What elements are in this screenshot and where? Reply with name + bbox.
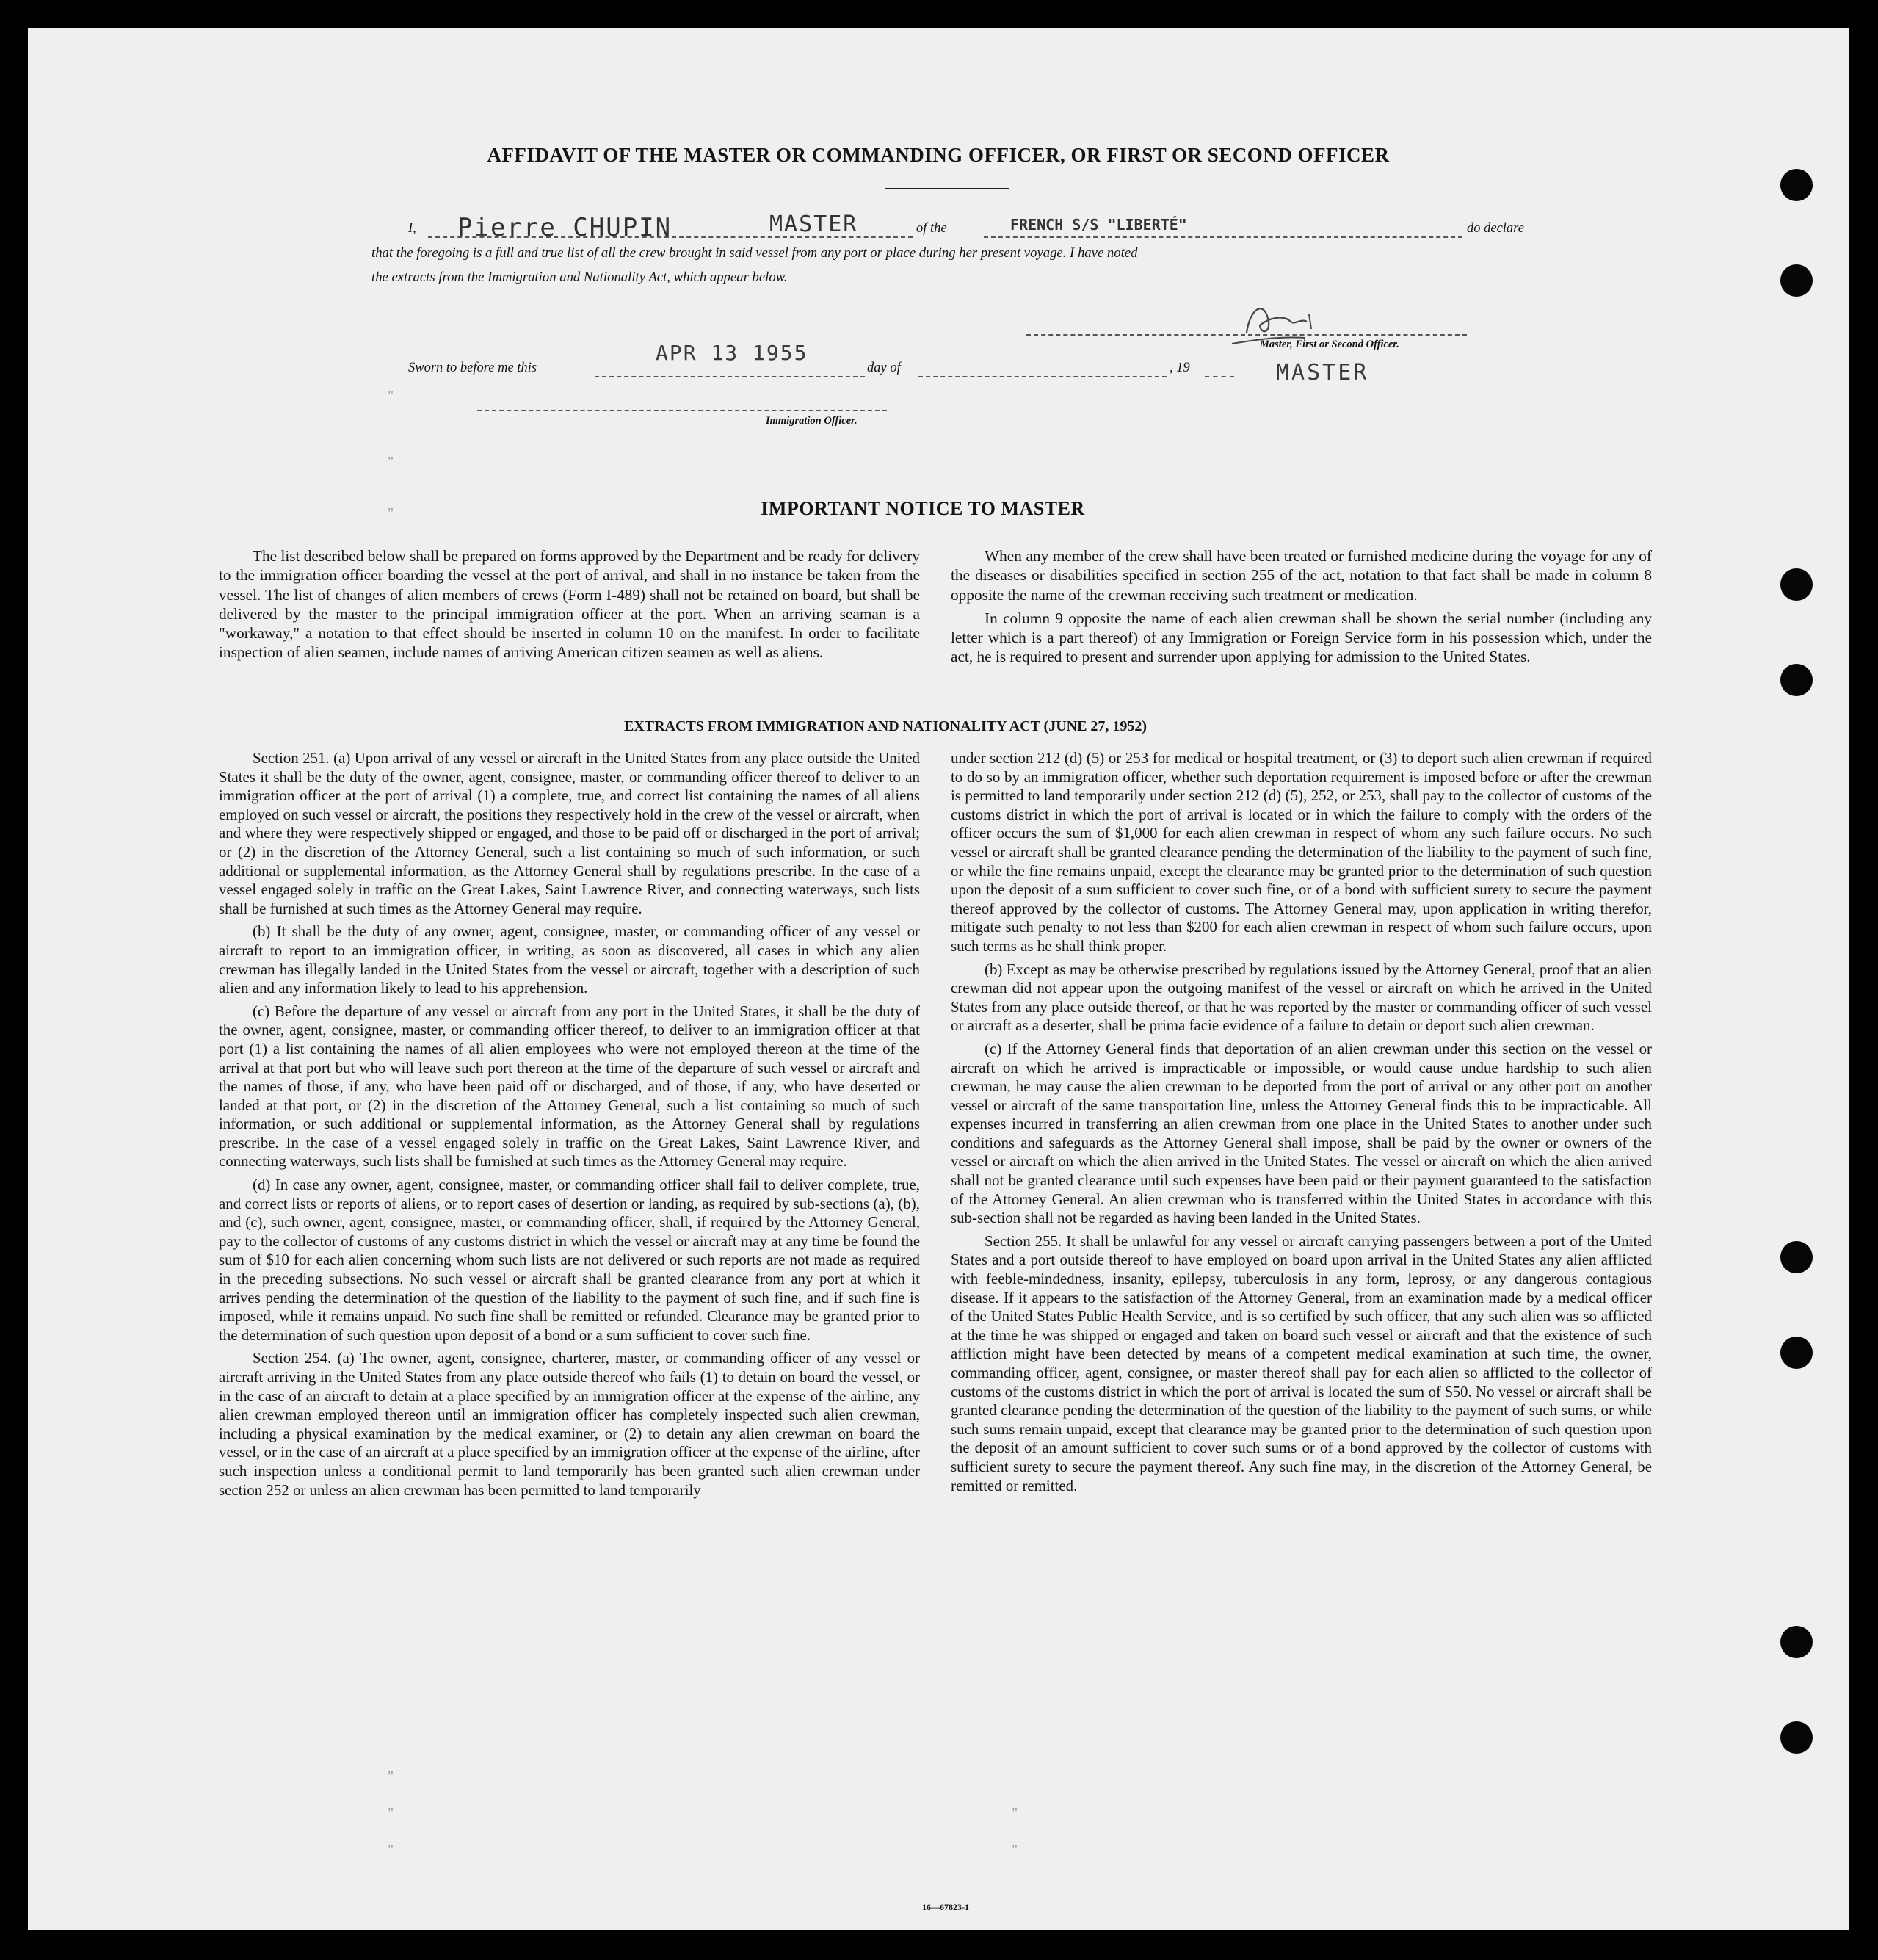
declaration-of-the: of the xyxy=(916,221,947,236)
sworn-date-stamp: APR 13 1955 xyxy=(656,341,808,365)
document-page xyxy=(28,28,1849,1930)
punch-hole xyxy=(1780,169,1813,201)
master-name: Pierre CHUPIN xyxy=(457,213,672,242)
bleed-mark: " xyxy=(388,1805,394,1821)
sworn-day-of: day of xyxy=(867,361,901,375)
extract-paragraph: (c) Before the departure of any vessel or aircraft from any port in the United States, it shall be the duty of the owner, agent, consignee, master, or commanding officer thereof, to deliver to an immigration officer at that port (1) a list containing the names of all alien employees who were not employed thereon at the time of the arrival at that port but who will leave such port thereon at the time of the departure of such vessel or aircraft and the names of those, if any, who have been paid off or discharged, and of those, if any, who have deserted or landed at that port, or (2) in the discretion of the Attorney General, such a list containing so much of such information, or such additional or supplemental information, as the Attorney General shall by regulations prescribe. In the case of a vessel engaged solely in traffic on the Great Lakes, Saint Lawrence River, and connecting waterways, such lists shall be furnished at such times as the Attorney General may require. xyxy=(219,1002,920,1171)
sworn-year-prefix: , 19 xyxy=(1170,361,1190,375)
bleed-mark: " xyxy=(1012,1805,1018,1821)
notice-right-paragraph: In column 9 opposite the name of each alien crewman shall be shown the serial number (including any letter which is a part thereof) of any Immigration or Foreign Service form in his possession which, under the act, he is required to present and surrender upon applying for admission to the United States. xyxy=(951,609,1652,666)
bleed-mark: " xyxy=(1012,1842,1018,1858)
bleed-mark: " xyxy=(388,1842,394,1858)
document-title: AFFIDAVIT OF THE MASTER OR COMMANDING OFFICER, OR FIRST OR SECOND OFFICER xyxy=(487,144,1390,166)
sworn-month-line xyxy=(918,376,1167,377)
punch-hole xyxy=(1780,1337,1813,1369)
punch-hole xyxy=(1780,1241,1813,1273)
sworn-day-line xyxy=(595,376,865,377)
vessel-name: FRENCH S/S "LIBERTÉ" xyxy=(1010,216,1187,234)
bleed-mark: " xyxy=(388,1768,394,1784)
punch-hole xyxy=(1780,1626,1813,1658)
notice-right-column xyxy=(951,546,1652,671)
extracts-right-column xyxy=(951,749,1652,1500)
master-stamp: MASTER xyxy=(1276,360,1369,386)
extract-paragraph: Section 255. It shall be unlawful for any vessel or aircraft carrying passengers between a port of the United States and a port outside thereof to have employed on board upon arrival in the United States any alien afflicted with feeble-mindedness, insanity, epilepsy, tuberculosis in any form, leprosy, or any dangerous contagious disease. If it appears to the satisfaction of the Attorney General, from an examination made by a medical officer of the United States Public Health Service, and is so certified by such officer, that any such alien was so afflicted at the time he was shipped or engaged and taken on board such vessel or aircraft and that the existence of such affliction might have been detected by means of a competent medical examination at such time, the owner, commanding officer, agent, consignee, or master thereof shall pay for each alien so afflicted to the collector of customs of the customs district in which the port of arrival is located the sum of $50. No vessel or aircraft shall be granted clearance pending the determination of the question of the liability to the payment of such sums, or while such sums remain unpaid, except that clearance may be granted prior to the determination of such question upon the deposit of an amount sufficient to cover such sums or of a bond approved by the collector of customs with sufficient surety to secure the payment thereof. Any such fine may, in the discretion of the Attorney General, be remitted or remitted. xyxy=(951,1232,1652,1494)
extract-paragraph: under section 212 (d) (5) or 253 for medical or hospital treatment, or (3) to deport such alien crewman if required to do so by an immigration officer, whether such deportation requirement is imposed before or after the crewman is permitted to land temporarily under section 212 (d) (5), 252, or 253, shall pay to the collector of customs of the customs district in which the port of arrival is located or in which the failure to comply with the orders of the officer occurs the sum of $1,000 for each alien crewman in respect of whom any such failure occurs. No such vessel or aircraft shall be granted clearance pending the determination of the liability to the payment of such fine, or while the fine remains unpaid, except the clearance may be granted prior to the determination of such question upon the deposit of a sum sufficient to cover such fine, or of a bond with sufficient surety to secure the payment thereof approved by the collector of customs. The Attorney General may, upon application in writing therefor, mitigate such penalty to not less than $200 for each alien crewman in respect of whom such failure occurs, upon such terms as he shall think proper. xyxy=(951,749,1652,955)
signature-caption: Master, First or Second Officer. xyxy=(1260,339,1399,350)
extract-paragraph: (c) If the Attorney General finds that deportation of an alien crewman under this section on the vessel or aircraft on which he arrived is impracticable or impossible, or would cause undue hardship to such alien crewman, he may cause the alien crewman to be deported from the port of arrival or any other port on another vessel or aircraft of the same transportation line, unless the Attorney General finds this to be impracticable. All expenses incurred in transferring an alien crewman from one place in the United States to another under such conditions and safeguards as the Attorney General shall impose, shall be paid by the owner or owners of the vessel or aircraft on which the alien arrived in the United States. The vessel or aircraft on which the alien arrived shall not be granted clearance until such expenses have been paid or their payment guaranteed to the satisfaction of the Attorney General. An alien crewman who is transferred within the United States in accordance with this sub-section shall not be regarded as having been landed in the United States. xyxy=(951,1039,1652,1227)
punch-hole xyxy=(1780,264,1813,297)
extract-paragraph: (b) It shall be the duty of any owner, agent, consignee, master, or commanding officer of any vessel or aircraft to report to an immigration officer, in writing, as soon as discovered, all cases in which any alien crewman has illegally landed in the United States from the vessel or aircraft, together with a description of such alien and any information likely to lead to his apprehension. xyxy=(219,922,920,997)
punch-hole xyxy=(1780,568,1813,601)
extract-paragraph: (b) Except as may be otherwise prescribed by regulations issued by the Attorney General, proof that an alien crewman did not appear upon the outgoing manifest of the vessel or aircraft on which he arrived in the United States from any place outside thereof, or that he was reported by the master or commanding officer of such vessel or aircraft as a deserter, shall be prima facie evidence of a failure to detain or deport such alien crewman. xyxy=(951,960,1652,1035)
immigration-officer-caption: Immigration Officer. xyxy=(766,415,858,427)
declaration-i-label: I, xyxy=(408,221,416,236)
extract-paragraph: (d) In case any owner, agent, consignee, master, or commanding officer shall fail to deliver complete, true, and correct lists or reports of aliens, or to report cases of desertion or landing, as required by sub-sections (a), (b), and (c), such owner, agent, consignee, master, or commanding officer, shall, if required by the Attorney General, pay to the collector of customs of any customs district in which the vessel or aircraft may at any time be found the sum of $10 for each alien concerning whom such lists are not delivered or such reports are not made as required in the preceding subsections. No such vessel or aircraft shall be granted clearance from any port at which it arrives pending the determination of the question of the liability to the payment of such fine, and if such fine is imposed, while it remains unpaid. No such fine shall be remitted or refunded. Clearance may be granted prior to the determination of such question upon deposit of a bond or a sum sufficient to cover such fine. xyxy=(219,1176,920,1344)
extract-paragraph: Section 251. (a) Upon arrival of any vessel or aircraft in the United States from any place outside the United States it shall be the duty of the owner, agent, consignee, master, or commanding officer thereof to deliver to an immigration officer at the port of arrival (1) a complete, true, and correct list containing the names of all aliens employed on such vessel or aircraft, the positions they respectively hold in the crew of the vessel or aircraft, when and where they were respectively shipped or engaged, and those to be paid off or discharged in the port of arrival; or (2) in the discretion of the Attorney General, such a list containing so much of such information, or such additional or supplemental information, as the Attorney General shall by regulations prescribe. In the case of a vessel engaged solely in traffic on the Great Lakes, Saint Lawrence River, and connecting waterways, such lists shall be furnished at such times as the Attorney General may require. xyxy=(219,749,920,917)
notice-left-column xyxy=(219,546,920,667)
sworn-label: Sworn to before me this xyxy=(408,361,537,375)
bleed-mark: " xyxy=(388,454,394,470)
master-position: MASTER xyxy=(769,211,858,237)
notice-title: IMPORTANT NOTICE TO MASTER xyxy=(761,498,1085,519)
bleed-mark: " xyxy=(388,388,394,404)
punch-hole xyxy=(1780,1721,1813,1754)
punch-hole xyxy=(1780,664,1813,696)
bleed-mark: " xyxy=(388,505,394,521)
form-code: 16—67823-1 xyxy=(922,1902,969,1912)
declaration-line-3: the extracts from the Immigration and Nationality Act, which appear below. xyxy=(371,270,788,285)
declaration-line-2: that the foregoing is a full and true list of all the crew brought in said vessel from any port or place during her present voyage. I have noted xyxy=(371,245,1138,261)
signature-line xyxy=(1026,334,1467,336)
sworn-year-line xyxy=(1205,376,1234,377)
extracts-left-column xyxy=(219,749,920,1504)
extracts-title: EXTRACTS FROM IMMIGRATION AND NATIONALITY ACT (JUNE 27, 1952) xyxy=(624,718,1148,734)
notice-left-paragraph: The list described below shall be prepared on forms approved by the Department and be ready for delivery to the immigration officer boarding the vessel at the port of arrival, and shall in no instance be taken from the vessel. The list of changes of alien members of crews (Form I-489) shall not be retained on board, but shall be delivered by the master to the principal immigration officer at the port. When an arriving seaman is a "workaway," a notation to that effect should be inserted in column 10 on the manifest. In order to facilitate inspection of alien seamen, include names of arriving American citizen seamen as well as aliens. xyxy=(219,547,920,662)
title-underline xyxy=(885,188,1009,189)
notice-right-paragraph: When any member of the crew shall have been treated or furnished medicine during the voyage for any of the diseases or disabilities specified in section 255 of the act, notation to that fact shall be made in column 8 opposite the name of the crewman receiving such treatment or medication. xyxy=(951,547,1652,604)
extract-paragraph: Section 254. (a) The owner, agent, consignee, charterer, master, or commanding officer of any vessel or aircraft arriving in the United States from any place outside thereof who fails (1) to detain on board the vessel, or in the case of an aircraft to detain at a place specified by an immigration officer at the expense of the airline, any alien crewman employed thereon until an immigration officer has completely inspected such alien crewman, including a physical examination by the medical examiner, or (2) to detain any alien crewman on board the vessel, or in the case of an aircraft at a place specified by an immigration officer at the expense of the airline, after such inspection unless a conditional permit to land temporarily has been granted such alien crewman under section 252 or unless an alien crewman has been permitted to land temporarily xyxy=(219,1349,920,1499)
declaration-do-declare: do declare xyxy=(1467,221,1524,236)
vessel-field-line xyxy=(984,236,1462,238)
